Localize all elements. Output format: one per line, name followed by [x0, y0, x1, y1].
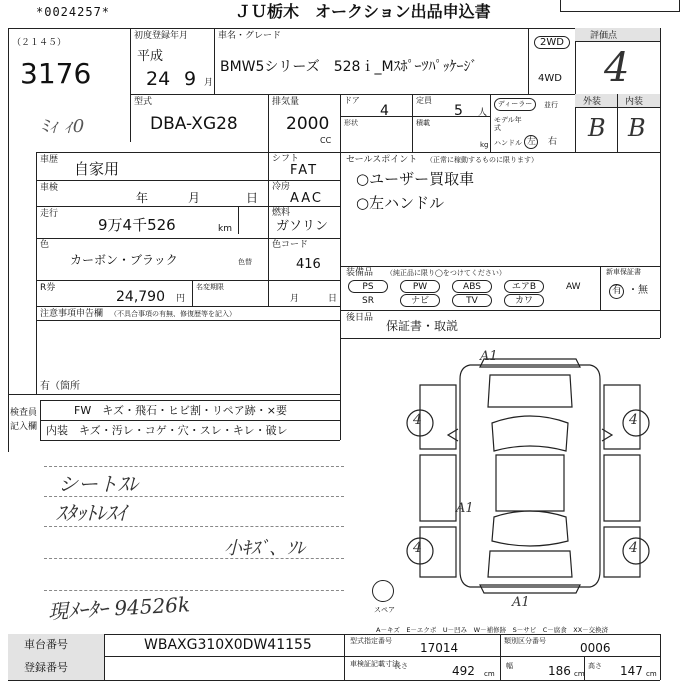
equip-leather: カワ [504, 294, 544, 307]
designation-label: 型式指定番号 [350, 637, 392, 645]
interior-label: 内装 [625, 97, 644, 107]
displacement-label: 排気量 [272, 97, 300, 107]
shift-label: シフト [272, 154, 300, 164]
sales-points-label: セールスポイント [346, 155, 418, 165]
equip-sr: SR [362, 296, 374, 306]
fuel-label: 燃料 [272, 208, 291, 218]
width-value: 186 [548, 664, 571, 678]
dimensions-label: 車検証記載寸法 [350, 660, 399, 668]
equip-aw: AW [566, 282, 581, 292]
height-label: 高さ [588, 662, 602, 670]
capacity-unit: 人 [478, 108, 488, 118]
after-sales-value: 保証書・取説 [386, 319, 459, 333]
equip-airbag: エアB [504, 280, 544, 293]
notes-label: 注意事項申告欄 [40, 309, 104, 319]
drive-2wd-circled: 2WD [534, 36, 570, 49]
recycle-unit: 円 [176, 294, 186, 304]
lot-number: 3176 [20, 57, 92, 90]
spare-tire [372, 580, 394, 602]
grade-label: 評価点 [590, 31, 618, 41]
equip-pw: PW [400, 280, 440, 293]
model-label: 型式 [134, 97, 153, 107]
new-car-no: 無 [638, 285, 648, 296]
usage-label: 車歴 [40, 155, 59, 165]
ac-label: 冷房 [272, 182, 291, 192]
chassis-value: WBAXG310X0DW41155 [144, 637, 312, 653]
check-row-exterior: FW キズ・飛石・ヒビ割・リペア跡・×要 [74, 404, 287, 417]
car-name-label: 車名・グレード [218, 31, 282, 41]
tire-fl-score: 4 [413, 412, 422, 428]
inspection-month-unit: 月 [188, 191, 201, 205]
sales-points-sub: （正常に稼動するものに限ります） [426, 156, 538, 164]
sales-point-1: ○ユーザー買取車 [356, 170, 475, 188]
tire-fr-score: 4 [629, 412, 638, 428]
after-sales-label: 後日品 [346, 313, 374, 323]
handle-right: 右 [548, 137, 558, 147]
new-car-yes: 有 [612, 285, 622, 296]
designation-value: 17014 [420, 641, 459, 655]
equip-navi: ナビ [400, 294, 440, 307]
dealer-circled: ディーラー [494, 98, 536, 111]
color-code-label: 色コード [272, 240, 309, 250]
equip-tv: TV [452, 294, 492, 307]
registration-year: 24 [146, 68, 171, 90]
handwritten-note-2: ｽﾀｯﾄﾚｽｲ [56, 501, 126, 525]
check-row-interior: 内装 キズ・汚レ・コゲ・穴・スレ・キレ・破レ [46, 424, 288, 437]
usage-value: 自家用 [74, 160, 120, 178]
tire-rr-score: 4 [629, 540, 638, 556]
damage-mark-front: A1 [480, 349, 498, 364]
drive-4wd: 4WD [538, 73, 562, 84]
registration-month: 9 [184, 68, 197, 90]
exterior-grade: B [588, 114, 606, 142]
equip-ps: PS [348, 280, 388, 293]
shift-value: FAT [290, 163, 319, 178]
barcode-serial: *0024257* [36, 5, 111, 19]
reg-number-label: 登録番号 [24, 661, 68, 674]
doors-label: ドア [344, 96, 360, 105]
handwritten-note-3: 小ｷｽﾞ、ｿﾚ [224, 538, 305, 559]
capacity-value: 5 [454, 103, 463, 119]
spare-label: スペア [374, 606, 395, 614]
color-repaint-label: 色替 [238, 258, 252, 266]
category-label: 類別区分番号 [504, 637, 546, 645]
recycle-label: R券 [40, 283, 56, 293]
repair-history: 有（箇所 [40, 381, 80, 392]
lot-scribble: ﾐｨ ｨ0 [40, 116, 85, 137]
height-value: 147 [620, 664, 643, 678]
capacity-label: 定員 [416, 96, 432, 105]
car-condition-diagram [400, 345, 660, 605]
ac-value: AAC [290, 191, 323, 206]
fuel-value: ガソリン [276, 219, 329, 234]
registration-label: 初度登録年月 [134, 31, 189, 41]
interior-grade: B [628, 114, 646, 142]
recycle-value: 24,790 [116, 289, 165, 305]
car-body-outline [460, 365, 600, 587]
header-corner-box [560, 0, 680, 12]
registration-era: 平成 [137, 49, 164, 64]
load-label: 積載 [416, 119, 430, 127]
load-unit: kg [480, 141, 489, 149]
corner-code: （２１４５） [12, 38, 67, 48]
category-value: 0006 [580, 641, 611, 655]
color-code-value: 416 [296, 257, 321, 272]
length-label: 長さ [394, 662, 408, 670]
sales-point-2: ○左ハンドル [356, 194, 445, 212]
inspection-day-unit: 日 [246, 191, 259, 205]
registration-month-unit: 月 [204, 78, 214, 88]
new-car-warranty-label: 新車保証書 [606, 268, 641, 276]
name-change-label: 名変期限 [196, 283, 224, 291]
check-label-1: 検査員 [10, 408, 38, 418]
dealer-parallel: 並行 [544, 101, 558, 109]
name-change-month: 月 [290, 294, 300, 304]
equipment-label: 装備品 [346, 268, 374, 278]
doors-value: 4 [380, 103, 389, 119]
inspection-year-unit: 年 [136, 191, 149, 205]
length-unit: cm [484, 670, 495, 678]
mileage-value: 9万4千526 [98, 216, 176, 234]
form-title: ＪＵ栃木 オークション出品申込書 [235, 2, 491, 21]
color-value: カーボン・ブラック [70, 253, 178, 267]
height-unit: cm [646, 670, 657, 678]
displacement-unit: CC [320, 136, 332, 145]
model-year-label: モデル年式 [494, 116, 522, 132]
handle-left: 左 [527, 137, 537, 147]
width-label: 幅 [506, 662, 513, 670]
displacement-value: 2000 [286, 114, 330, 134]
mileage-label: 走行 [40, 209, 59, 219]
equipment-sub: （純正品に限り◯をつけてください） [386, 269, 506, 277]
handle-label: ハンドル [494, 139, 522, 147]
width-unit: cm [574, 670, 585, 678]
color-label: 色 [40, 240, 50, 250]
model-value: DBA-XG28 [150, 114, 238, 134]
name-change-day: 日 [328, 294, 338, 304]
inspection-label: 車検 [40, 183, 59, 193]
damage-legend: A－キズ E－エクボ U－凹み W－補修跡 S－サビ C－腐食 XX－交換済 [376, 626, 609, 634]
grade-score: 4 [604, 45, 630, 91]
car-name-value: BMW5シリーズ 528ｉ_Mｽﾎﾟｰﾂﾊﾟｯｹｰｼﾞ [220, 59, 478, 75]
handwritten-note-4: 現ﾒｰﾀｰ 94526k [47, 592, 191, 624]
chassis-label: 車台番号 [24, 638, 68, 651]
damage-mark-left: A1 [456, 501, 474, 516]
mileage-unit: km [218, 224, 232, 234]
damage-mark-rear: A1 [512, 595, 530, 610]
shape-label: 形状 [344, 119, 358, 127]
notes-sub: （不具合事項の有無、修復歴等を記入） [110, 310, 236, 318]
length-value: 492 [452, 664, 475, 678]
tire-rl-score: 4 [413, 540, 422, 556]
exterior-label: 外装 [583, 97, 602, 107]
check-label-2: 記入欄 [10, 422, 38, 432]
equip-abs: ABS [452, 280, 492, 293]
handwritten-note-1: シートｽﾚ [58, 472, 138, 496]
